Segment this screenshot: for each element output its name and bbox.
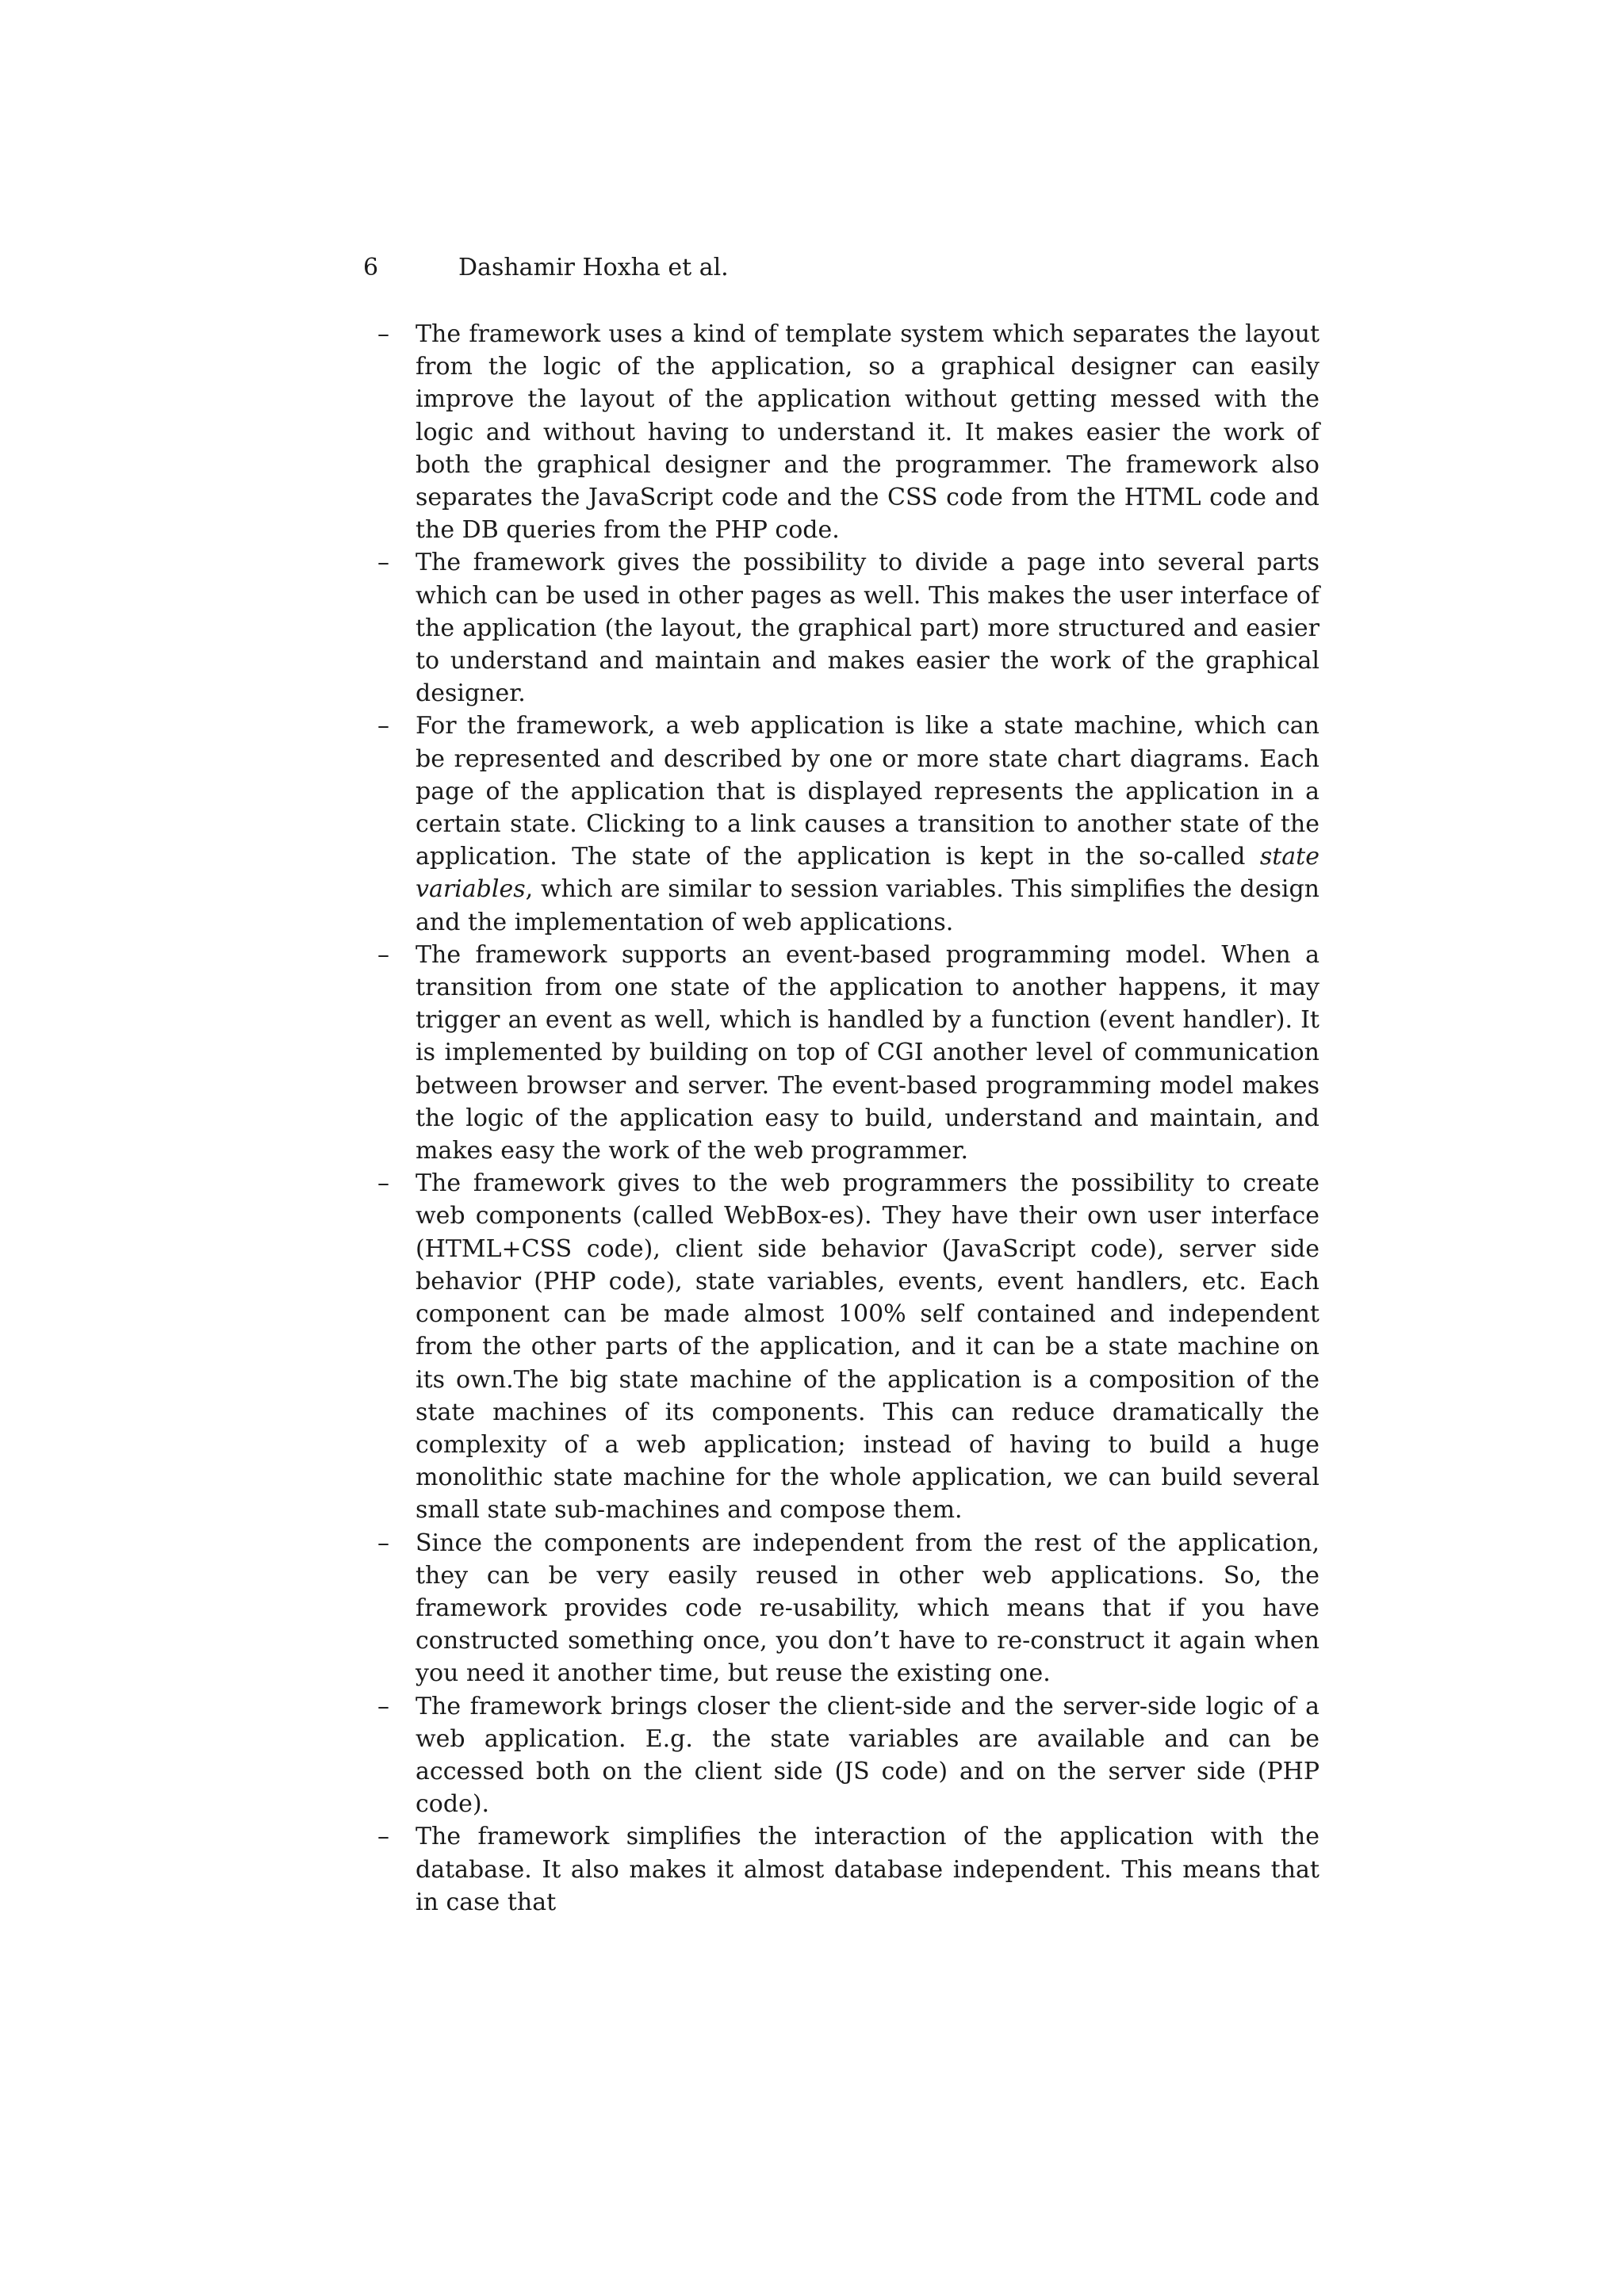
list-item-template-system [377, 318, 1320, 546]
list-item-web-components [377, 1167, 1320, 1526]
bullet-dash: – [377, 712, 389, 740]
list-item-state-machine [377, 710, 1320, 938]
bullet-dash: – [377, 1692, 389, 1720]
list-item-text: Since the components are independent from the rest of the application, they can be very easily reused in other web applications. So, the framework provides code re-usability, which means that if you have constructed something once, you don’t have to re-construct it again when you need it another time, but reuse the existing one. [416, 1529, 1320, 1688]
list-item-database [377, 1820, 1320, 1919]
list-item-text: The framework gives to the web programmers the possibility to create web components (called WebBox-es). They have their own user interface (HTML+CSS code), client side behavior (JavaScript code), server side behavior (PHP code), state variables, events, event handlers, etc. Each component can be made almost 100% self contained and independent from the other parts of the application, and it can be a state machine on its own.The big state machine of the application is a composition of the state machines of its components. This can reduce dramatically the complexity of a web application; instead of having to build a huge monolithic state machine for the whole application, we can build several small state sub-machines and compose them. [416, 1169, 1320, 1525]
list-item-text: The framework uses a kind of template system which separates the layout from the logic of the application, so a graphical designer can easily improve the layout of the application without getting messed with the logic and without having to understand it. It makes easier the work of both the graphical designer and the programmer. The framework also separates the JavaScript code and the CSS code from the HTML code and the DB queries from the PHP code. [416, 320, 1320, 545]
list-item-reusability [377, 1527, 1320, 1690]
state-variables-emphasis: state variables [416, 843, 1320, 904]
page-number: 6 [363, 254, 379, 281]
bullet-dash: – [377, 549, 389, 577]
bullet-dash: – [377, 1823, 389, 1851]
list-item-text: The framework gives the possibility to divide a page into several parts which can be used in other pages as well. This makes the user interface of the application (the layout, the graphical part) more structured and easier to understand and maintain and makes easier the work of the graphical designer. [416, 549, 1320, 708]
list-item-text-before: For the framework, a web application is like a state machine, which can be represented and described by one or more state chart diagrams. Each page of the application that is displayed represents the application in a certain state. Clicking to a link causes a transition to another state of the application. The state of the application is kept in the so-called [416, 712, 1320, 871]
running-head [363, 251, 1315, 285]
bullet-dash: – [377, 1529, 389, 1557]
running-head-authors: Dashamir Hoxha et al. [458, 254, 729, 281]
bullet-dash: – [377, 1169, 389, 1198]
list-item-text-after: , which are similar to session variables. This simplifies the design and the implementation of web applications. [416, 875, 1320, 936]
list-item-text: The framework simplifies the interaction of the application with the database. It also makes it almost database independent. This means that in case that [416, 1823, 1320, 1916]
list-item-client-server [377, 1690, 1320, 1821]
list-item-page-parts [377, 546, 1320, 710]
list-item-event-model [377, 939, 1320, 1167]
list-item-text: The framework supports an event-based programming model. When a transition from one state of the application to another happens, it may trigger an event as well, which is handled by a function (event handler). It is implemented by building on top of CGI another level of communication between browser and server. The event-based programming model makes the logic of the application easy to build, understand and maintain, and makes easy the work of the web programmer. [416, 940, 1320, 1165]
list-item-text: The framework brings closer the client-side and the server-side logic of a web application. E.g. the state variables are available and can be accessed both on the client side (JS code) and on the server side (PHP code). [416, 1692, 1320, 1819]
list-item-text [416, 710, 1320, 938]
feature-bullet-list [377, 318, 1320, 1919]
bullet-dash: – [377, 940, 389, 969]
bullet-dash: – [377, 320, 389, 348]
